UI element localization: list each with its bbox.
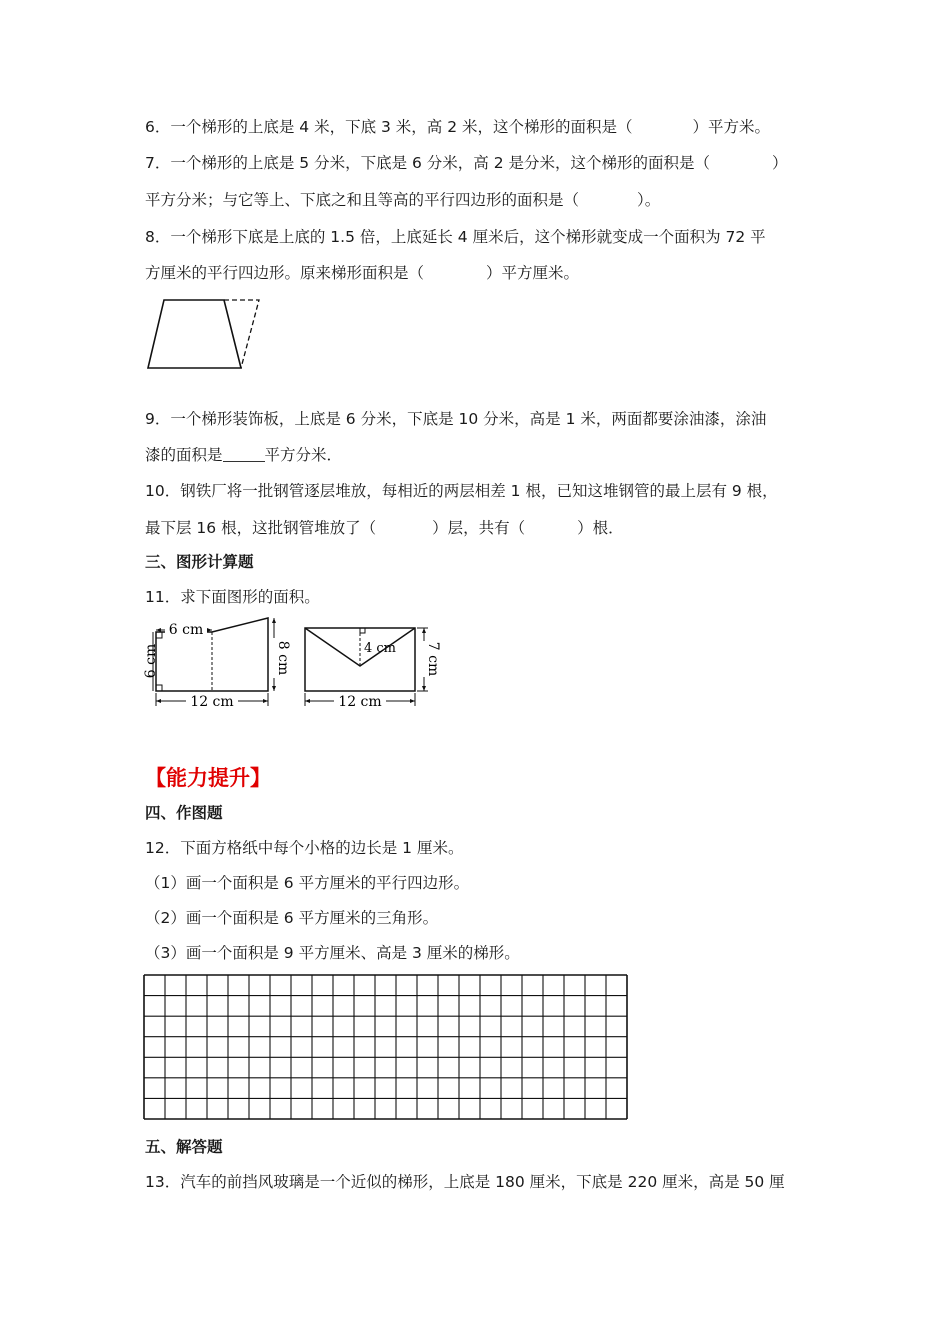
question-12-part-1: （1）画一个面积是 6 平方厘米的平行四边形。 bbox=[145, 874, 470, 892]
question-7-line-2: 平方分米；与它等上、下底之和且等高的平行四边形的面积是（ ）。 bbox=[145, 191, 661, 209]
dimension-label: 6 cm bbox=[168, 622, 204, 638]
question-12: 12．下面方格纸中每个小格的边长是 1 厘米。 bbox=[145, 839, 464, 857]
dimension-label: 12 cm bbox=[190, 694, 234, 710]
ability-title: 【能力提升】 bbox=[145, 766, 271, 790]
question-10-line-1: 10．钢铁厂将一批钢管逐层堆放，每相近的两层相差 1 根，已知这堆钢管的最上层有 9 根， bbox=[145, 482, 778, 500]
composite-figure-1 bbox=[140, 614, 290, 714]
dimension-label: 6 cm bbox=[143, 643, 159, 679]
dimension-label: 7 cm bbox=[425, 641, 441, 677]
dimension-label: 4 cm bbox=[363, 641, 397, 656]
question-10-line-2: 最下层 16 根，这批钢管堆放了（ ）层，共有（ ）根． bbox=[145, 519, 624, 537]
question-7-line-1: 7．一个梯形的上底是 5 分米，下底是 6 分米，高 2 是分米，这个梯形的面积是（ ） bbox=[145, 154, 788, 172]
section-3-heading: 三、图形计算题 bbox=[145, 553, 254, 571]
question-8-line-1: 8．一个梯形下底是上底的 1.5 倍，上底延长 4 厘米后，这个梯形就变成一个面积为 72 平 bbox=[145, 228, 766, 246]
question-6: 6．一个梯形的上底是 4 米，下底 3 米，高 2 米，这个梯形的面积是（ ）平方米。 bbox=[145, 118, 771, 136]
question-11: 11．求下面图形的面积。 bbox=[145, 588, 320, 606]
question-12-part-3: （3）画一个面积是 9 平方厘米、高是 3 厘米的梯形。 bbox=[145, 944, 520, 962]
question-9-line-1: 9．一个梯形装饰板，上底是 6 分米，下底是 10 分米，高是 1 米，两面都要涂油漆，涂油 bbox=[145, 410, 767, 428]
answer-blank[interactable] bbox=[223, 447, 265, 462]
question-13: 13．汽车的前挡风玻璃是一个近似的梯形，上底是 180 厘米，下底是 220 厘米，高是 50 厘 bbox=[145, 1173, 785, 1191]
question-12-part-2: （2）画一个面积是 6 平方厘米的三角形。 bbox=[145, 909, 439, 927]
composite-figure-2 bbox=[300, 614, 440, 714]
grid-paper[interactable] bbox=[143, 974, 635, 1120]
question-9-line-2: 漆的面积是 平方分米． bbox=[145, 446, 343, 464]
dimension-label: 8 cm bbox=[275, 640, 291, 676]
section-5-heading: 五、解答题 bbox=[145, 1138, 223, 1156]
section-4-heading: 四、作图题 bbox=[145, 804, 223, 822]
question-8-line-2: 方厘米的平行四边形。原来梯形面积是（ ）平方厘米。 bbox=[145, 264, 580, 282]
trapezoid-figure bbox=[145, 296, 265, 372]
dimension-label: 12 cm bbox=[338, 694, 382, 710]
